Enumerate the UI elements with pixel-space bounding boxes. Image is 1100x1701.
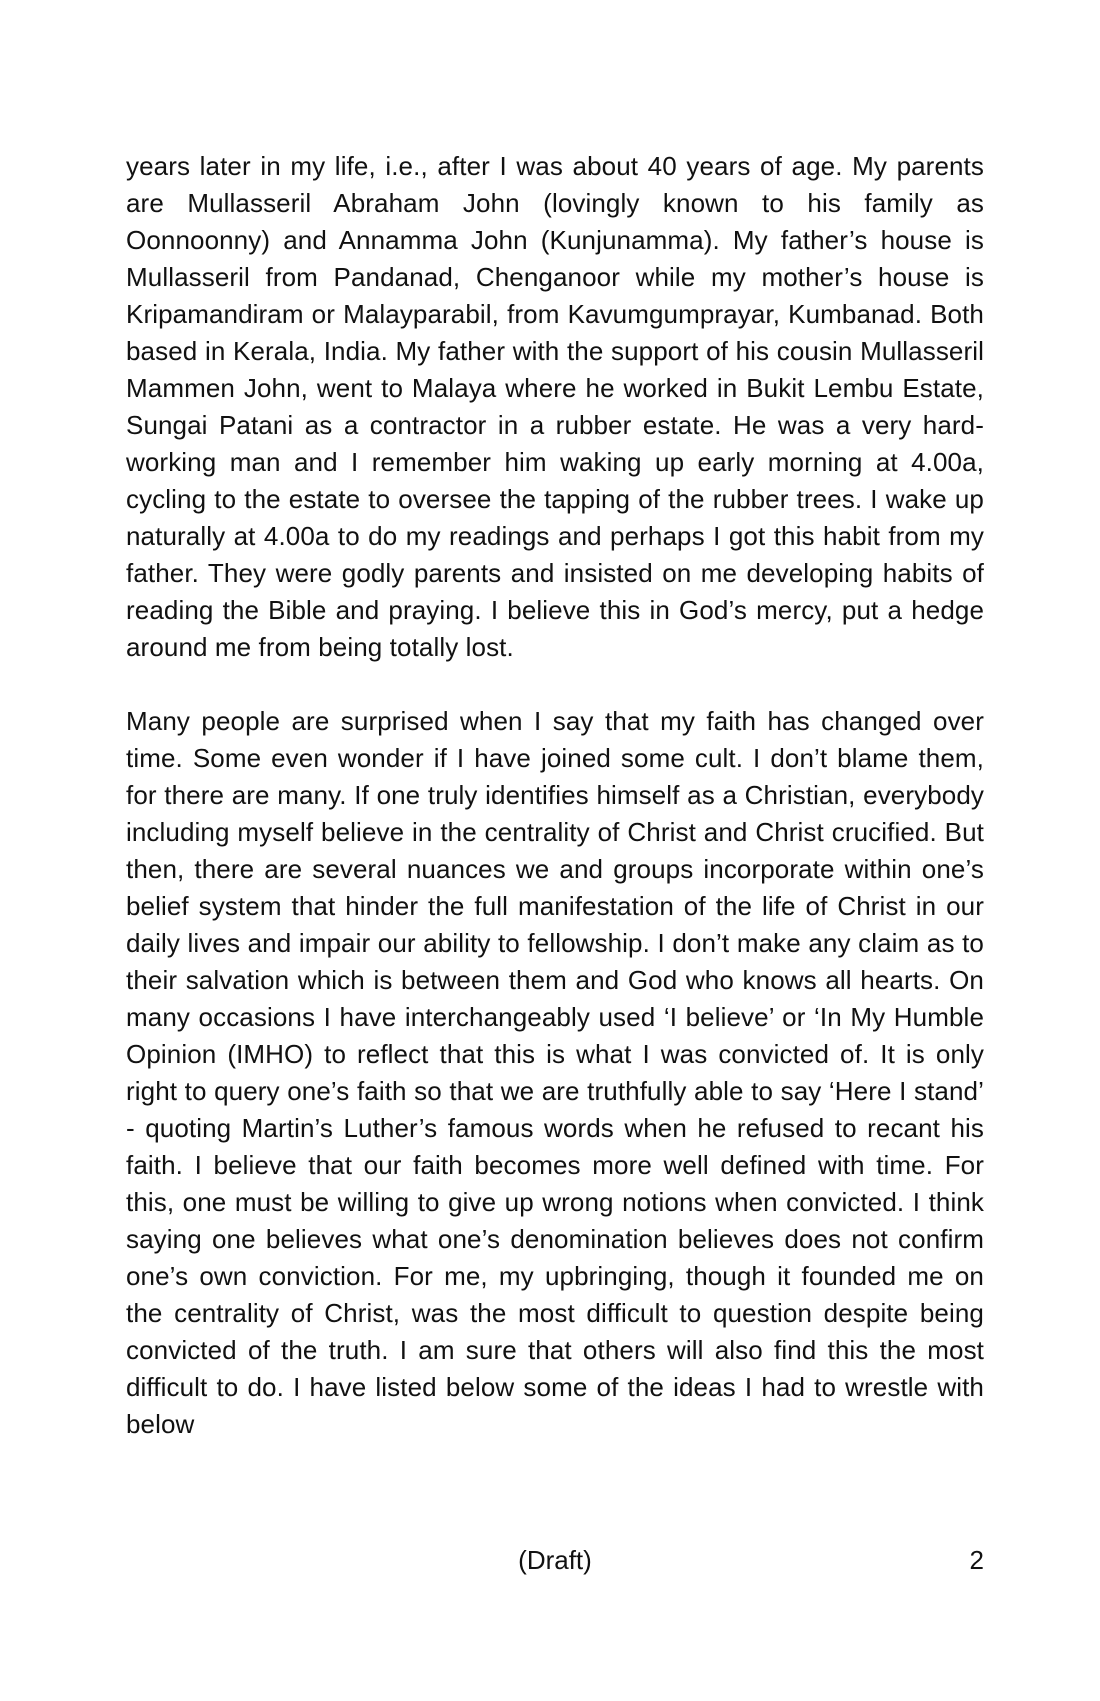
body-text [126,148,984,1443]
paragraph-1: years later in my life, i.e., after I was about 40 years of age. My parents are Mullasseril Abraham John (lovingly known to his family as Oonnoonny) and Annamma John (Kunjunamma). My father’s house is Mullasseril from Pandanad, Chenganoor while my mother’s house is Kripamandiram or Malayparabil, from Kavumgumprayar, Kumbanad. Both based in Kerala, India. My father with the support of his cousin Mullasseril Mammen John, went to Malaya where he worked in Bukit Lembu Estate, Sungai Patani as a contractor in a rubber estate. He was a very hard-working man and I remember him waking up early morning at 4.00a, cycling to the estate to oversee the tapping of the rubber trees. I wake up naturally at 4.00a to do my readings and perhaps I got this habit from my father. They were godly parents and insisted on me developing habits of reading the Bible and praying. I believe this in God’s mercy, put a hedge around me from being totally lost. [126,151,984,662]
paragraph-2: Many people are surprised when I say that my faith has changed over time. Some even wonder if I have joined some cult. I don’t blame them, for there are many. If one truly identifies himself as a Christian, everybody including myself believe in the centrality of Christ and Christ crucified. But then, there are several nuances we and groups incorporate within one’s belief system that hinder the full manifestation of the life of Christ in our daily lives and impair our ability to fellowship. I don’t make any claim as to their salvation which is between them and God who knows all hearts. On many occasions I have interchangeably used ‘I believe’ or ‘In My Humble Opinion (IMHO) to reflect that this is what I was convicted of. It is only right to query one’s faith so that we are truthfully able to say ‘Here I stand’ - quoting Martin’s Luther’s famous words when he refused to recant his faith. I believe that our faith becomes more well defined with time. For this, one must be willing to give up wrong notions when convicted. I think saying one believes what one’s denomination believes does not confirm one’s own conviction. For me, my upbringing, though it founded me on the centrality of Christ, was the most difficult to question despite being convicted of the truth. I am sure that others will also find this the most difficult to do. I have listed below some of the ideas I had to wrestle with below [126,706,984,1439]
draft-label: (Draft) [518,1545,592,1575]
page-number: 2 [969,1545,984,1575]
page-footer [126,1540,984,1580]
